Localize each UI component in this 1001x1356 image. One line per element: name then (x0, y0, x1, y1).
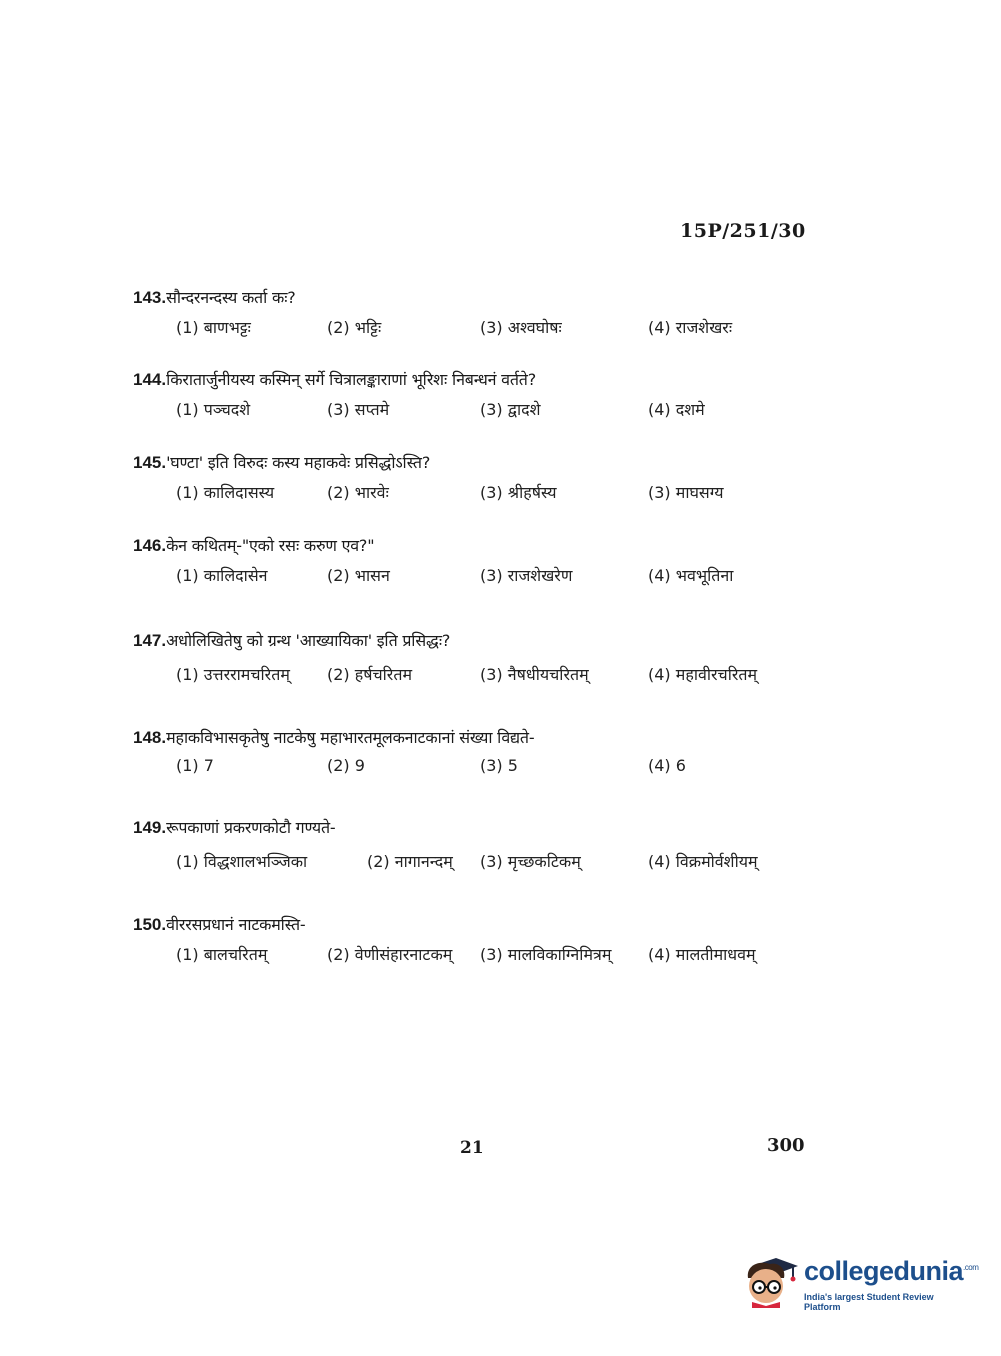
question-text: 'घण्टा' इति विरुदः कस्य महाकवेः प्रसिद्धोऽस्ति? (166, 453, 431, 472)
option-1: (1) कालिदासेन (176, 566, 268, 585)
question-number: 150. (133, 915, 167, 934)
question-145 (133, 451, 853, 507)
option-2: (2) भासन (327, 566, 390, 585)
option-3: (3) 5 (480, 756, 518, 775)
question-number: 145. (133, 453, 167, 472)
brand-name: collegedunia$^{.com}$ (804, 1256, 979, 1286)
option-3: (3) अश्वघोषः (480, 318, 562, 337)
options-row (133, 850, 853, 876)
question-148 (133, 726, 853, 782)
page-number: 21 (460, 1138, 484, 1158)
option-3: (3) मृच्छकटिकम् (480, 852, 581, 871)
options-row (133, 564, 853, 590)
option-3: (3) श्रीहर्षस्य (480, 483, 557, 502)
options-row (133, 316, 853, 342)
option-4: (4) महावीरचरितम् (648, 665, 758, 684)
option-2: (2) भट्टिः (327, 318, 382, 337)
question-text: वीररसप्रधानं नाटकमस्ति- (166, 915, 306, 934)
option-2: (3) सप्तमे (327, 400, 390, 419)
option-4: (4) विक्रमोर्वशीयम् (648, 852, 758, 871)
brand-tagline: India's largest Student Review Platform (804, 1292, 934, 1312)
question-number: 148. (133, 728, 167, 747)
options-row (133, 756, 853, 782)
question-150 (133, 913, 853, 969)
option-4: (4) भवभूतिना (648, 566, 734, 585)
option-1: (1) विद्धशालभञ्जिका (176, 852, 308, 871)
option-3: (3) मालविकाग्निमित्रम् (480, 945, 612, 964)
question-number: 144. (133, 370, 167, 389)
options-row (133, 481, 853, 507)
option-3: (3) द्वादशे (480, 400, 541, 419)
question-text: किरातार्जुनीयस्य कस्मिन् सर्गे चित्रालङ्काराणां भूरिशः निबन्धनं वर्तते? (166, 370, 536, 389)
option-1: (1) पञ्चदशे (176, 400, 251, 419)
option-4: (4) दशमे (648, 400, 705, 419)
option-4: (4) राजशेखरः (648, 318, 733, 337)
option-1: (1) बालचरितम् (176, 945, 268, 964)
question-text: सौन्दरनन्दस्य कर्ता कः? (166, 288, 296, 307)
question-number: 149. (133, 818, 167, 837)
options-row (133, 663, 853, 689)
question-text: महाकविभासकृतेषु नाटकेषु महाभारतमूलकनाटकानां संख्या विद्यते- (166, 728, 535, 747)
option-3: (3) राजशेखरेण (480, 566, 573, 585)
question-text: रूपकाणां प्रकरणकोटौ गण्यते- (166, 818, 336, 837)
option-1: (1) उत्तररामचरितम् (176, 665, 290, 684)
question-number: 147. (133, 631, 167, 650)
mascot-icon (742, 1252, 800, 1308)
question-146 (133, 534, 853, 590)
option-1: (1) 7 (176, 756, 214, 775)
collegedunia-logo (742, 1250, 979, 1312)
footer-code: 300 (767, 1135, 805, 1156)
question-number: 143. (133, 288, 167, 307)
option-2: (2) 9 (327, 756, 365, 775)
option-2: (2) हर्षचरितम (327, 665, 413, 684)
option-2: (2) भारवेः (327, 483, 389, 502)
option-4: (3) माघसग्य (648, 483, 724, 502)
question-149 (133, 816, 853, 876)
question-number: 146. (133, 536, 167, 555)
option-1: (1) बाणभट्टः (176, 318, 251, 337)
option-2: (2) नागानन्दम् (367, 852, 453, 871)
option-4: (4) 6 (648, 756, 686, 775)
question-text: अधोलिखितेषु को ग्रन्थ 'आख्यायिका' इति प्रसिद्धः? (166, 631, 451, 650)
option-3: (3) नैषधीयचरितम् (480, 665, 589, 684)
question-text: केन कथितम्-"एको रसः करुण एव?" (166, 536, 375, 555)
option-2: (2) वेणीसंहारनाटकम् (327, 945, 453, 964)
question-144 (133, 368, 853, 424)
options-row (133, 943, 853, 969)
options-row (133, 398, 853, 424)
option-1: (1) कालिदासस्य (176, 483, 275, 502)
paper-code: 15P/251/30 (680, 220, 806, 242)
question-143 (133, 286, 853, 342)
question-147 (133, 629, 853, 689)
option-4: (4) मालतीमाधवम् (648, 945, 756, 964)
